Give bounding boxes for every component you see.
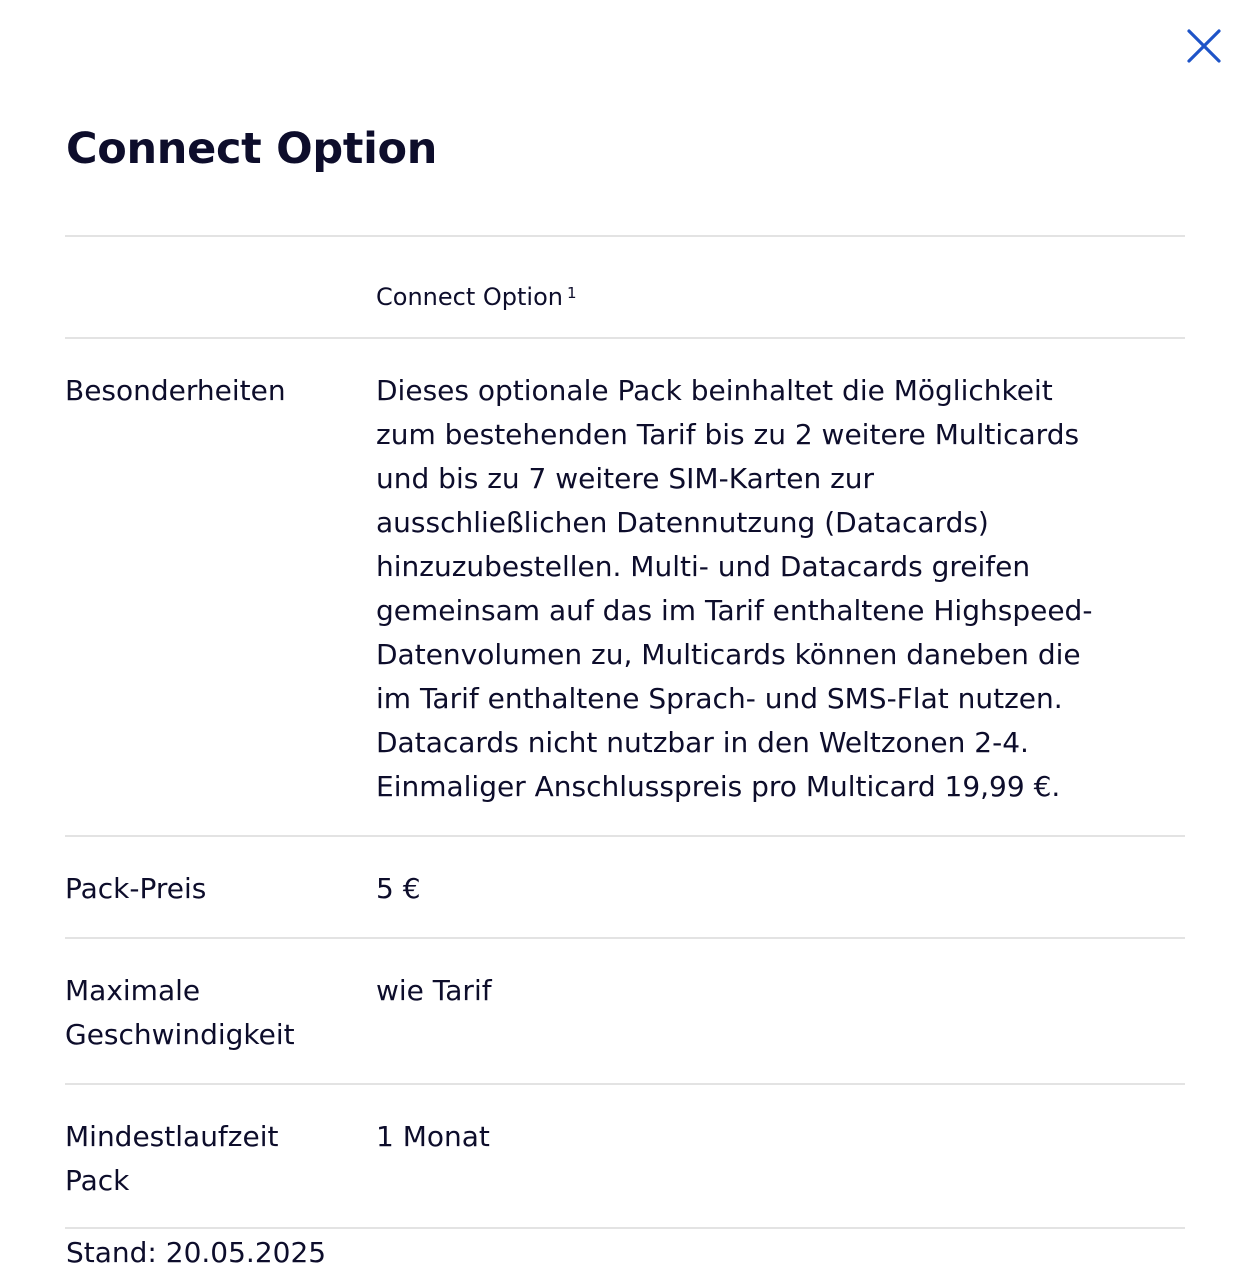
details-table <box>65 235 1185 1229</box>
row-value: wie Tarif <box>376 974 492 1007</box>
table-row <box>65 937 1185 1083</box>
row-label: Pack-Preis <box>65 872 207 905</box>
close-icon <box>1182 24 1226 68</box>
table-row <box>65 835 1185 937</box>
row-label: Maximale Geschwindigkeit <box>65 974 295 1051</box>
footnote-marker: 1 <box>566 284 577 302</box>
row-label: Mindestlaufzeit Pack <box>65 1120 279 1197</box>
row-label: Besonderheiten <box>65 374 286 407</box>
row-value: Dieses optionale Pack beinhaltet die Möglichkeit zum bestehenden Tarif bis zu 2 weitere Multicards und bis zu 7 weitere SIM-Karten zur ausschließlichen Datennutzung (Datacards) hinzuzubestellen. Multi- und Datacards greifen gemeinsam auf das im Tarif enthaltene Highspeed-Datenvolumen zu, Multicards können daneben die im Tarif enthaltene Sprach- und SMS-Flat nutzen. Datacards nicht nutzbar in den Weltzonen 2-4. Einmaliger Anschlusspreis pro Multicard 19,99 €. <box>376 374 1093 803</box>
column-header <box>376 237 1185 319</box>
table-row <box>65 337 1185 835</box>
dialog-title: Connect Option <box>66 124 438 174</box>
column-header-label: Connect Option <box>376 283 563 311</box>
header-empty-cell <box>65 237 376 267</box>
stand-date: Stand: 20.05.2025 <box>66 1236 327 1269</box>
table-header-row <box>65 235 1185 337</box>
row-value: 1 Monat <box>376 1120 490 1153</box>
close-button[interactable] <box>1182 24 1226 68</box>
table-row <box>65 1083 1185 1229</box>
row-value: 5 € <box>376 872 421 905</box>
